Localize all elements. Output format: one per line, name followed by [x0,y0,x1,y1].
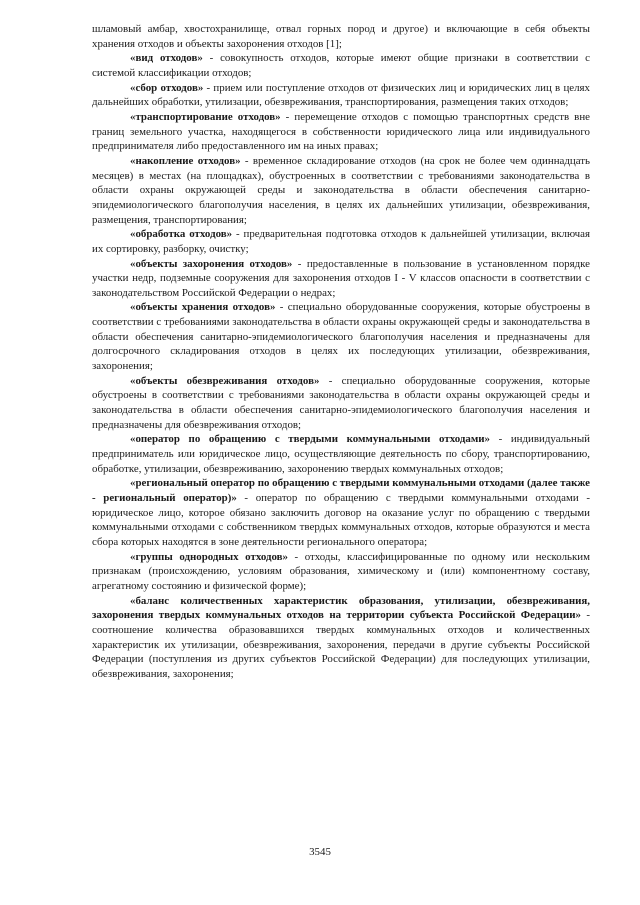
definition-text: - перемещение отходов с помощью транспортных средств вне границ земельного участка, находящегося в собственности юридического лица или индивидуального предпринимателя либо предоставленного им на иных правах; [92,110,590,153]
definition-text: - соотношение количества образовавшихся твердых коммунальных отходов и количественных характеристик их утилизации, обезвреживания, захоронения, передачи в другие субъекты Российской Федерации (поступления из других субъектов Российской Федерации) для последующих утилизации, обезвреживания, захоронения; [92,609,590,680]
definition-homogeneous-groups [92,550,590,594]
definition-text: - специально оборудованные сооружения, которые обустроены в соответствии с требованиями законодательства в области охраны окружающей среды и законодательства в области обеспечения санитарно-эпидемиологического благополучия населения и предназначены для обезвреживания отходов; [92,374,590,431]
definition-text: - предоставленные в пользование в установленном порядке участки недр, подземные сооружения для захоронения отходов I - V классов опасности в соответствии с законодательством Российской Федерации о недрах; [92,257,590,299]
definition-text: - совокупность отходов, которые имеют общие признаки в соответствии с системой классификации отходов; [92,52,590,79]
definition-waste-collection [92,81,590,110]
definition-text: - прием или поступление отходов от физических лиц и юридических лиц в целях дальнейших обработки, утилизации, обезвреживания, транспортирования, размещения таких отходов; [92,81,590,109]
defined-term: «группы однородных отходов» [130,550,288,563]
definition-msw-operator [92,432,590,476]
paragraph-text: шламовый амбар, хвостохранилище, отвал горных пород и другое) и включающие в себя объекты хранения отходов и объекты захоронения отходов [1]; [92,23,590,50]
definition-text: - временное складирование отходов (на срок не более чем одиннадцать месяцев) в местах (на площадках), обустроенных в соответствии с требованиями законодательства в области охраны окружающей среды и законодательства в области обеспечения санитарно-эпидемиологического благополучия населения, в целях их дальнейших утилизации, обезвреживания, размещения, транспортирования; [92,154,590,226]
defined-term: «объекты хранения отходов» [130,301,276,314]
definition-regional-operator [92,476,590,549]
defined-term: «сбор отходов» [130,81,204,94]
definition-text: - индивидуальный предприниматель или юридическое лицо, осуществляющие деятельность по сбору, транспортированию, обработке, утилизации, обезвреживанию, захоронению твердых коммунальных отходов; [92,433,591,475]
defined-term: «вид отходов» [130,52,203,65]
definition-text: - специально оборудованные сооружения, которые обустроены в соответствии с требованиями законодательства в области охраны окружающей среды и законодательства в области обеспечения санитарно-эпидемиологического благополучия населения и предназначены для долгосрочного складирования отходов в целях их последующих утилизации, обезвреживания, захоронения; [92,301,591,373]
definition-neutralization-facilities [92,374,590,433]
defined-term: «обработка отходов» [130,228,233,241]
definition-waste-transport [92,110,590,154]
defined-term: «объекты обезвреживания отходов» [130,374,320,387]
defined-term: «транспортирование отходов» [130,110,281,123]
definition-text: - отходы, классифицированные по одному или нескольким признакам (происхождению, условиям образования, химическому и (или) компонентному составу, агрегатному состоянию и физической форме); [92,550,590,592]
definition-waste-type [92,51,590,80]
definition-storage-facilities [92,300,590,373]
defined-term: «региональный оператор по обращению с твердыми коммунальными отходами (далее также - региональный оператор)» [92,477,590,504]
definition-text: - оператор по обращению с твердыми коммунальными отходами - юридическое лицо, которое обязано заключить договор на оказание услуг по обращению с твердыми коммунальными отходами с собственником твердых коммунальных отходов, которые образуются и места сбора которых находятся в зоне деятельности регионального оператора; [92,492,590,548]
definition-msw-balance [92,594,590,682]
definition-burial-facilities [92,257,590,301]
definition-waste-processing [92,227,590,256]
defined-term: «объекты захоронения отходов» [130,257,293,270]
document-body [92,22,590,682]
defined-term: «накопление отходов» [130,154,241,167]
definition-waste-accumulation [92,154,590,227]
definition-text: - предварительная подготовка отходов к дальнейшей утилизации, включая их сортировку, разборку, очистку; [92,228,590,255]
defined-term: «баланс количественных характеристик образования, утилизации, обезвреживания, захоронения твердых коммунальных отходов на территории субъекта Российской Федерации» [92,594,590,622]
page-number: 3545 [309,846,331,858]
paragraph-continuation [92,22,590,51]
defined-term: «оператор по обращению с твердыми коммунальными отходами» [130,433,490,446]
